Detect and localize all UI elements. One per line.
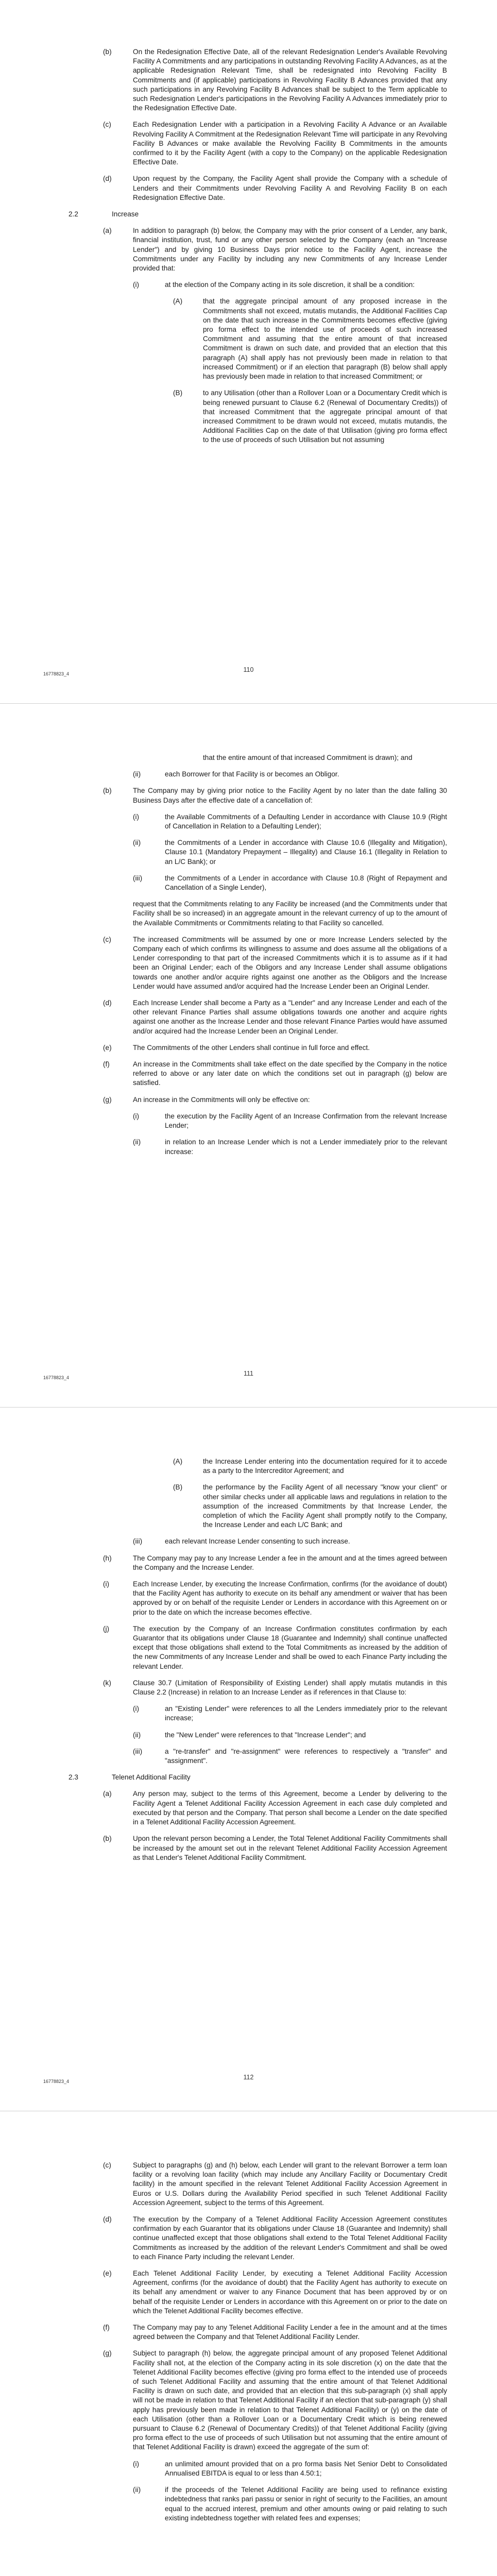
clause-paragraph [0,1554,497,1572]
document-reference: 16778823_4 [43,2079,70,2084]
clause-paragraph [0,1060,497,1088]
page-content [0,1457,497,1870]
clause-label: (d) [103,2215,112,2224]
clause-label: (i) [103,1580,110,1588]
clause-paragraph [0,2485,497,2523]
document-page [0,0,497,704]
clause-label: (iii) [133,1747,143,1755]
clause-text: each relevant Increase Lender consenting to such increase. [165,1537,350,1546]
clause-paragraph [0,388,497,445]
document-reference: 16778823_4 [43,1375,70,1380]
page-number: 111 [243,1370,253,1377]
clause-label: (iii) [133,874,143,882]
clause-paragraph [0,120,497,167]
clause-text: at the election of the Company acting in its sole discretion, it shall be a condition: [165,281,415,289]
clause-text: the Commitments of a Lender in accordance with Clause 10.6 (Illegality and Mitigation), Clause 10.1 (Mandatory Prepayment – Illegality) and Clause 16.1 (Illegality in Relation to an L/C Bank); or [165,839,447,866]
clause-label: (i) [133,1705,140,1713]
clause-text: Upon the relevant person becoming a Lender, the Total Telenet Additional Facility Commitments shall be increased by the amount set out in the relevant Telenet Additional Facility Accession Agreement as that Lender's Telenet Additional Facility Commitment. [133,1835,447,1861]
clause-label: (f) [103,1060,110,1069]
clause-paragraph [0,1138,497,1156]
clause-paragraph [0,1043,497,1053]
clause-label: (A) [173,1458,183,1465]
clause-label: (g) [103,1095,112,1104]
clause-label: (ii) [133,770,141,778]
clause-paragraph [0,1095,497,1105]
clause-text: Subject to paragraphs (g) and (h) below, each Lender will grant to the relevant Borrower a term loan facility or a revolving loan facility (which may include any Ancillary Facility or Documentary Credit facility) in the amount specified in the relevant Telenet Additional Facility Accession Agreement in Euros or U.S. Dollars during the Availability Period specified in such Telenet Additional Facility Accession Agreement, subject to the terms of this Agreement. [133,2161,447,2207]
clause-text: Each Increase Lender shall become a Party as a "Lender" and any Increase Lender and each of the other relevant Finance Parties shall assume obligations towards one another and acquire rights against one another as the Increase Lender and those relevant Finance Parties would have assumed and/or acquired had the Increase Lender been an Original Lender. [133,999,447,1035]
clause-text: The increased Commitments will be assumed by one or more Increase Lenders selected by the Company each of which confirms its willingness to assume and does assume all the obligations of a Lender corresponding to that part of the increased Commitments which it is to assume as if it had been an Original Lender; each of the Obligors and any Increase Lender shall assume obligations towards one another and/or acquire rights against one another as the Obligors and the Increase Lender would have assumed and/or acquired had the Increase Lender been an Original Lender. [133,935,447,990]
clause-text: the Available Commitments of a Defaulting Lender in accordance with Clause 10.9 (Right of Cancellation in Relation to a Defaulting Lender); [165,812,447,831]
page-content [0,2161,497,2530]
clause-text: the "New Lender" were references to that "Increase Lender"; and [165,1731,366,1739]
clause-paragraph [0,226,497,273]
clause-label: (A) [173,297,183,306]
clause-heading-text: Telenet Additional Facility [112,1773,191,1782]
clause-text: a "re-transfer" and "re-assignment" were references to respectively a "transfer" and "assignment". [165,1747,447,1765]
clause-label: 2.2 [68,210,78,218]
clause-text: the Commitments of a Lender in accordance with Clause 10.8 (Right of Repayment and Cancellation of a Single Lender), [165,874,447,892]
clause-label: (ii) [133,839,141,847]
clause-label: (i) [133,1112,140,1120]
clause-label: (b) [103,787,112,795]
clause-text: In addition to paragraph (b) below, the Company may with the prior consent of a Lender, any bank, financial institution, trust, fund or any other person selected by the Company (each an "Increase Lender") and by giving 10 Business Days prior notice to the Facility Agent, increase the Commitments under any Facility by including any new Commitments of any Increase Lender provided that: [133,227,447,273]
clause-paragraph [0,1580,497,1617]
clause-label: (j) [103,1624,110,1633]
clause-text: On the Redesignation Effective Date, all of the relevant Redesignation Lender's Available Revolving Facility A Commitments and any participations in outstanding Revolving Facility A Advances, as at the applicable Redesignation Relevant Time, shall be redesignated into Revolving Facility B Commitments and (if applicable) participations in Revolving Facility B Advances provided that any such participations in any Revolving Facility B Advances shall be subject to the Term applicable to such Redesignation Lender's participations in the Revolving Facility A Advances immediately prior to the Redesignation Effective Date. [133,48,447,112]
clause-paragraph [0,1112,497,1130]
clause-text: The Commitments of the other Lenders shall continue in full force and effect. [133,1043,370,1052]
clause-label: (a) [103,227,112,235]
clause-label: (i) [133,812,140,821]
clause-label: (c) [103,935,111,943]
page-content [0,47,497,452]
clause-paragraph [0,1834,497,1862]
clause-paragraph [0,280,497,290]
clause-label: (iii) [133,1537,143,1546]
clause-paragraph [0,2460,497,2478]
clause-label: (d) [103,175,112,183]
clause-label: (i) [133,2460,140,2468]
clause-paragraph [0,174,497,202]
clause-paragraph [0,786,497,805]
clause-paragraph [0,1537,497,1546]
clause-paragraph [0,935,497,991]
page-number: 112 [243,2074,254,2081]
clause-label: (a) [103,1790,112,1798]
clause-text: request that the Commitments relating to any Facility be increased (and the Commitments under that Facility shall be so increased) in an aggregate amount in the relevant currency of up to the amount of the Available Commitments or Commitments relating to that Facility so cancelled. [133,900,447,927]
clause-text: that the entire amount of that increased Commitment is drawn); and [203,754,413,761]
clause-text: An increase in the Commitments will only be effective on: [133,1095,310,1104]
clause-text: Any person may, subject to the terms of this Agreement, become a Lender by delivering to the Facility Agent a Telenet Additional Facility Accession Agreement in each case duly completed and executed by that person and the Company. That person shall become a Lender on the date specified in a Telenet Additional Facility Accession Agreement. [133,1790,447,1826]
clause-text: each Borrower for that Facility is or becomes an Obligor. [165,770,339,778]
clause-label: 2.3 [68,1773,78,1782]
page-content [0,753,497,1164]
clause-text: The Company may pay to any Telenet Additional Facility Lender a fee in the amount and at the times agreed between the Company and that Telenet Additional Facility Lender. [133,2324,447,2341]
clause-paragraph [0,874,497,892]
clause-label: (ii) [133,1731,141,1739]
clause-label: (B) [173,1483,183,1492]
clause-paragraph [0,753,497,762]
clause-paragraph [0,297,497,381]
clause-label: (c) [103,2161,111,2169]
clause-label: (i) [133,281,140,289]
clause-label: (e) [103,2269,112,2278]
clause-label: (f) [103,2324,110,2332]
clause-text: The Company may pay to any Increase Lender a fee in the amount and at the times agreed between the Company and the Increase Lender. [133,1554,447,1571]
clause-text: Clause 30.7 (Limitation of Responsibility of Existing Lender) shall apply mutatis mutandis in this Clause 2.2 (Increase) in relation to an Increase Lender as if references in that Clause to: [133,1679,447,1697]
clause-text: An increase in the Commitments shall take effect on the date specified by the Company in the notice referred to above or any later date on which the conditions set out in paragraph (g) below are satisfied. [133,1060,447,1087]
clause-paragraph [0,1679,497,1697]
clause-heading [0,210,497,219]
clause-text: Subject to paragraph (h) below, the aggregate principal amount of any proposed Telenet Additional Facility shall not, at the election of the Company acting in its sole discretion (x) on the date that the Telenet Additional Facility becomes effective (giving pro forma effect to the intended use of proceeds of such Telenet Additional Facility and assuming that the entire amount of that Telenet Additional Facility is drawn on such date, and provided that an election that this sub-paragraph (x) shall apply will not be made in relation to that Telenet Additional Facility if an election that sub-paragraph (y) shall apply has previously been made in relation to that Telenet Additional Facility) or (y) on the date of each Utilisation (other than a Rollover Loan or a Documentary Credit which is being renewed pursuant to Clause 6.2 (Renewal of Documentary Credits)) of that Telenet Additional Facility (giving pro forma effect to the use of proceeds of such Utilisation but not assuming that the entire amount of that Telenet Additional Facility is drawn) exceed the aggregate of the sum of: [133,2349,447,2451]
clause-label: (b) [103,1835,112,1843]
page-number: 110 [243,666,254,673]
clause-label: (c) [103,121,111,129]
clause-label: (k) [103,1679,111,1687]
clause-text: the performance by the Facility Agent of all necessary "know your client" or other similar checks under all applicable laws and regulations in relation to the assumption of the increased Commitments by that Increase Lender, the completion of which the Facility Agent shall promptly notify to the Company, the Increase Lender and each L/C Bank; and [203,1483,447,1529]
clause-text: to any Utilisation (other than a Rollover Loan or a Documentary Credit which is being renewed pursuant to Clause 6.2 (Renewal of Documentary Credits)) of that increased Commitment that the aggregate principal amount of that increased Commitment to be drawn would not exceed, mutatis mutandis, the Additional Facilities Cap on the date of that Utilisation (giving pro forma effect to the use of proceeds of such Utilisation but not assuming [203,389,447,444]
clause-text: Each Increase Lender, by executing the Increase Confirmation, confirms (for the avoidance of doubt) that the Facility Agent has authority to execute on its behalf any amendment or waiver that has been approved by or on behalf of the requisite Lender or Lenders in accordance with this Agreement on or prior to the date on which the increase becomes effective. [133,1580,447,1616]
clause-text: in relation to an Increase Lender which is not a Lender immediately prior to the relevant increase: [165,1138,447,1156]
clause-paragraph [0,838,497,867]
clause-paragraph [0,2161,497,2208]
clause-paragraph [0,1789,497,1827]
clause-label: (ii) [133,2486,141,2494]
clause-paragraph [0,1624,497,1671]
clause-text: the Increase Lender entering into the documentation required for it to accede as a party to the Intercreditor Agreement; and [203,1458,447,1475]
clause-text: Upon request by the Company, the Facility Agent shall provide the Company with a schedule of Lenders and their Commitments under Revolving Facility A and Revolving Facility B on each Redesignation Effective Date. [133,175,447,201]
clause-heading-text: Increase [112,210,139,218]
clause-paragraph [0,1483,497,1530]
clause-heading [0,1773,497,1782]
clause-label: (h) [103,1554,112,1562]
clause-paragraph [0,900,497,928]
clause-text: Each Redesignation Lender with a participation in a Revolving Facility A Advance or an Available Revolving Facility A Commitment at the Redesignation Relevant Time will participate in any Revolving Facility B Advances or make available the Revolving Facility B Commitments in the amounts confirmed to it by the Facility Agent (with a copy to the Company) on the applicable Redesignation Effective Date. [133,121,447,166]
clause-paragraph [0,2215,497,2262]
clause-paragraph [0,812,497,831]
clause-text: The execution by the Company of a Telenet Additional Facility Accession Agreement constitutes confirmation by each Guarantor that its obligations under Clause 18 (Guarantee and Indemnity) shall continue unaffected except that those obligations shall extend to the Total Telenet Additional Facility Commitments as increased by the addition of the relevant Lender's Commitment and shall be owed to each Finance Party including the relevant Lender. [133,2215,447,2261]
clause-label: (d) [103,999,112,1007]
clause-paragraph [0,2349,497,2452]
clause-label: (B) [173,389,183,397]
document-page [0,2111,497,2576]
clause-text: an "Existing Lender" were references to all the Lenders immediately prior to the relevant increase; [165,1705,447,1722]
clause-paragraph [0,2269,497,2316]
clause-text: the execution by the Facility Agent of an Increase Confirmation from the relevant Increase Lender; [165,1112,447,1130]
document-reference: 16778823_4 [43,671,70,676]
clause-label: (g) [103,2349,112,2358]
clause-label: (b) [103,48,112,56]
clause-text: Each Telenet Additional Facility Lender, by executing a Telenet Additional Facility Accession Agreement, confirms (for the avoidance of doubt) that the Facility Agent has authority to execute on its behalf any amendment or waiver to any Finance Document that has been approved by or on behalf of the requisite Lender or Lenders in accordance with this Agreement on or prior to the date on which the Telenet Additional Facility becomes effective. [133,2269,447,2315]
clause-text: The Company may by giving prior notice to the Facility Agent by no later than the date falling 30 Business Days after the effective date of a cancellation of: [133,787,447,804]
clause-text: an unlimited amount provided that on a pro forma basis Net Senior Debt to Consolidated Annualised EBITDA is equal to or less than 4.50:1; [165,2460,447,2477]
clause-text: The execution by the Company of an Increase Confirmation constitutes confirmation by each Guarantor that its obligations under Clause 18 (Guarantee and Indemnity) shall continue unaffected except that those obligations shall extend to the Total Commitments as increased by the addition of the new Commitments of any Increase Lender and shall be owed to each Finance Party including the relevant Lender. [133,1624,447,1670]
clause-label: (e) [103,1043,112,1052]
clause-paragraph [0,2323,497,2342]
clause-paragraph [0,998,497,1036]
clause-paragraph [0,1747,497,1766]
clause-paragraph [0,1457,497,1476]
document-page [0,1408,497,2111]
clause-text: if the proceeds of the Telenet Additional Facility are being used to refinance existing indebtedness that ranks pari passu or senior in right of security to the Facilities, an amount equal to the accrued interest, premium and other amounts owing or paid relating to such existing indebtedness together with related fees and expenses; [165,2486,447,2522]
clause-text: that the aggregate principal amount of any proposed increase in the Commitments shall not exceed, mutatis mutandis, the Additional Facilities Cap on the date that such increase in the Commitments becomes effective (giving pro forma effect to the intended use of proceeds of such increased Commitment and assuming that the entire amount of that increased Commitment is drawn on such date, and provided that an election that this paragraph (A) shall apply has not previously been made in relation to that increased Commitment) or if an election that paragraph (B) below shall apply has previously been made in relation to that increased Commitment; or [203,297,447,381]
clause-paragraph [0,1731,497,1740]
clause-paragraph [0,1704,497,1723]
document-page [0,704,497,1408]
clause-paragraph [0,47,497,113]
clause-paragraph [0,770,497,779]
clause-label: (ii) [133,1138,141,1146]
